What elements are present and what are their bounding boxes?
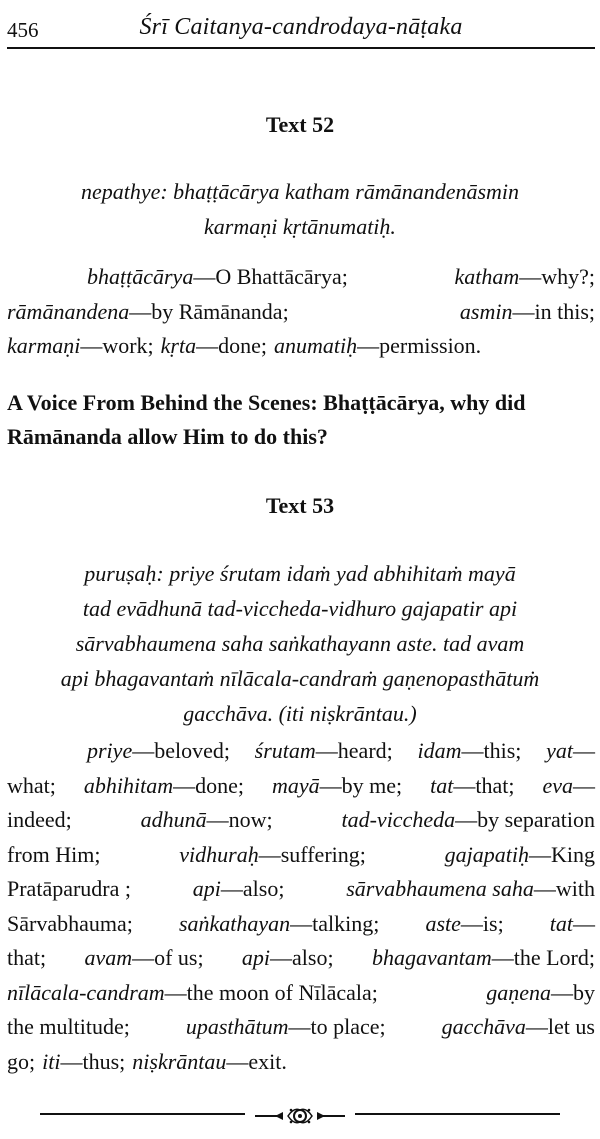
gloss-line xyxy=(7,872,595,907)
gloss-line xyxy=(7,803,595,838)
text53-gloss xyxy=(7,734,595,1079)
gloss-line xyxy=(7,976,595,1011)
verse-line: tad evādhunā tad-viccheda-vidhuro gajapatir api xyxy=(82,596,518,621)
gloss-entry: kṛta—done; xyxy=(160,333,267,358)
gloss-entry: adhunā—now; xyxy=(140,807,273,832)
text52-verse xyxy=(20,174,580,244)
text52-translation: A Voice From Behind the Scenes: Bhaṭṭācārya, why did Rāmānanda allow Him to do this? xyxy=(7,390,526,449)
gloss-entry: indeed; xyxy=(7,807,72,832)
gloss-entry: gacchāva—let us xyxy=(441,1014,595,1039)
gloss-entry: gaṇena—by xyxy=(486,979,595,1005)
gloss-line xyxy=(7,769,595,804)
gloss-line xyxy=(7,260,595,295)
page-header xyxy=(7,14,595,46)
gloss-line xyxy=(7,941,595,976)
gloss-entry: yat— xyxy=(546,738,595,763)
text53-heading: Text 53 xyxy=(265,493,335,518)
gloss-line xyxy=(7,734,595,769)
gloss-entry: api—also; xyxy=(241,945,334,970)
gloss-entry: the multitude; xyxy=(7,1014,130,1039)
text53-verse xyxy=(20,556,580,731)
gloss-entry: priye—beloved; xyxy=(87,738,230,763)
gloss-line xyxy=(7,1010,595,1045)
text52-gloss xyxy=(7,260,595,364)
gloss-entry: katham—why?; xyxy=(454,264,595,289)
verse-line: puruṣaḥ: priye śrutam idaṁ yad abhihitaṁ mayā xyxy=(84,561,516,586)
gloss-entry: iti—thus; xyxy=(42,1048,126,1074)
gloss-entry: tat— xyxy=(549,910,595,936)
page-number: 456 xyxy=(7,18,39,42)
verse-line: api bhagavantaṁ nīlācala-candraṁ gaṇenopasthātuṁ xyxy=(60,666,540,691)
gloss-entry: that; xyxy=(7,945,47,970)
gloss-entry: aste—is; xyxy=(425,910,504,936)
text52-heading: Text 52 xyxy=(265,112,335,137)
gloss-entry: abhihitam—done; xyxy=(83,772,244,798)
gloss-entry: rāmānandena—by Rāmānanda; xyxy=(7,298,289,324)
gloss-entry: idam—this; xyxy=(417,738,522,763)
footer-rule-right xyxy=(355,1113,560,1115)
running-title: Śrī Caitanya-candrodaya-nāṭaka xyxy=(139,14,463,40)
gloss-entry: upasthātum—to place; xyxy=(185,1014,386,1039)
gloss-entry: go; xyxy=(7,1048,36,1074)
gloss-entry: saṅkathayan—talking; xyxy=(178,910,380,936)
gloss-entry: bhaṭṭācārya—O Bhattācārya; xyxy=(87,264,348,289)
gloss-entry: bhagavantam—the Lord; xyxy=(371,945,595,970)
gloss-entry: tat—that; xyxy=(430,772,515,798)
verse-line: karmaṇi kṛtānumatiḥ. xyxy=(204,214,396,239)
gloss-entry: anumatiḥ—permission. xyxy=(274,333,482,358)
gloss-entry: śrutam—heard; xyxy=(254,738,393,763)
gloss-entry: karmaṇi—work; xyxy=(7,333,154,358)
verse-line: gacchāva. (iti niṣkrāntau.) xyxy=(183,701,417,726)
gloss-entry: asmin—in this; xyxy=(459,298,595,324)
gloss-entry: from Him; xyxy=(7,841,101,867)
gloss-entry: gajapatiḥ—King xyxy=(444,841,595,867)
gloss-entry: eva— xyxy=(542,772,595,798)
gloss-entry: tad-viccheda—by separation xyxy=(341,807,595,832)
gloss-entry: sārvabhaumena saha—with xyxy=(346,876,595,901)
footer-ornament xyxy=(0,1100,600,1128)
gloss-entry: Pratāparudra ; xyxy=(7,876,131,901)
gloss-entry: nīlācala-candram—the moon of Nīlācala; xyxy=(7,979,378,1005)
gloss-line xyxy=(7,1045,595,1080)
gloss-entry: vidhuraḥ—suffering; xyxy=(179,841,366,867)
gloss-line xyxy=(7,329,595,364)
gloss-line xyxy=(7,838,595,873)
header-rule xyxy=(7,47,595,49)
gloss-line xyxy=(7,907,595,942)
gloss-entry: niṣkrāntau—exit. xyxy=(132,1048,287,1074)
gloss-entry: mayā—by me; xyxy=(271,772,403,798)
gloss-line xyxy=(7,295,595,330)
verse-line: sārvabhaumena saha saṅkathayann aste. tad avam xyxy=(75,631,525,656)
gloss-entry: api—also; xyxy=(192,876,285,901)
gloss-entry: Sārvabhauma; xyxy=(7,910,133,936)
footer-rule-left xyxy=(40,1113,245,1115)
ornament-icon xyxy=(255,1102,345,1128)
gloss-entry: what; xyxy=(7,772,56,798)
gloss-entry: avam—of us; xyxy=(84,945,204,970)
verse-line: nepathye: bhaṭṭācārya katham rāmānandenāsmin xyxy=(80,179,520,204)
